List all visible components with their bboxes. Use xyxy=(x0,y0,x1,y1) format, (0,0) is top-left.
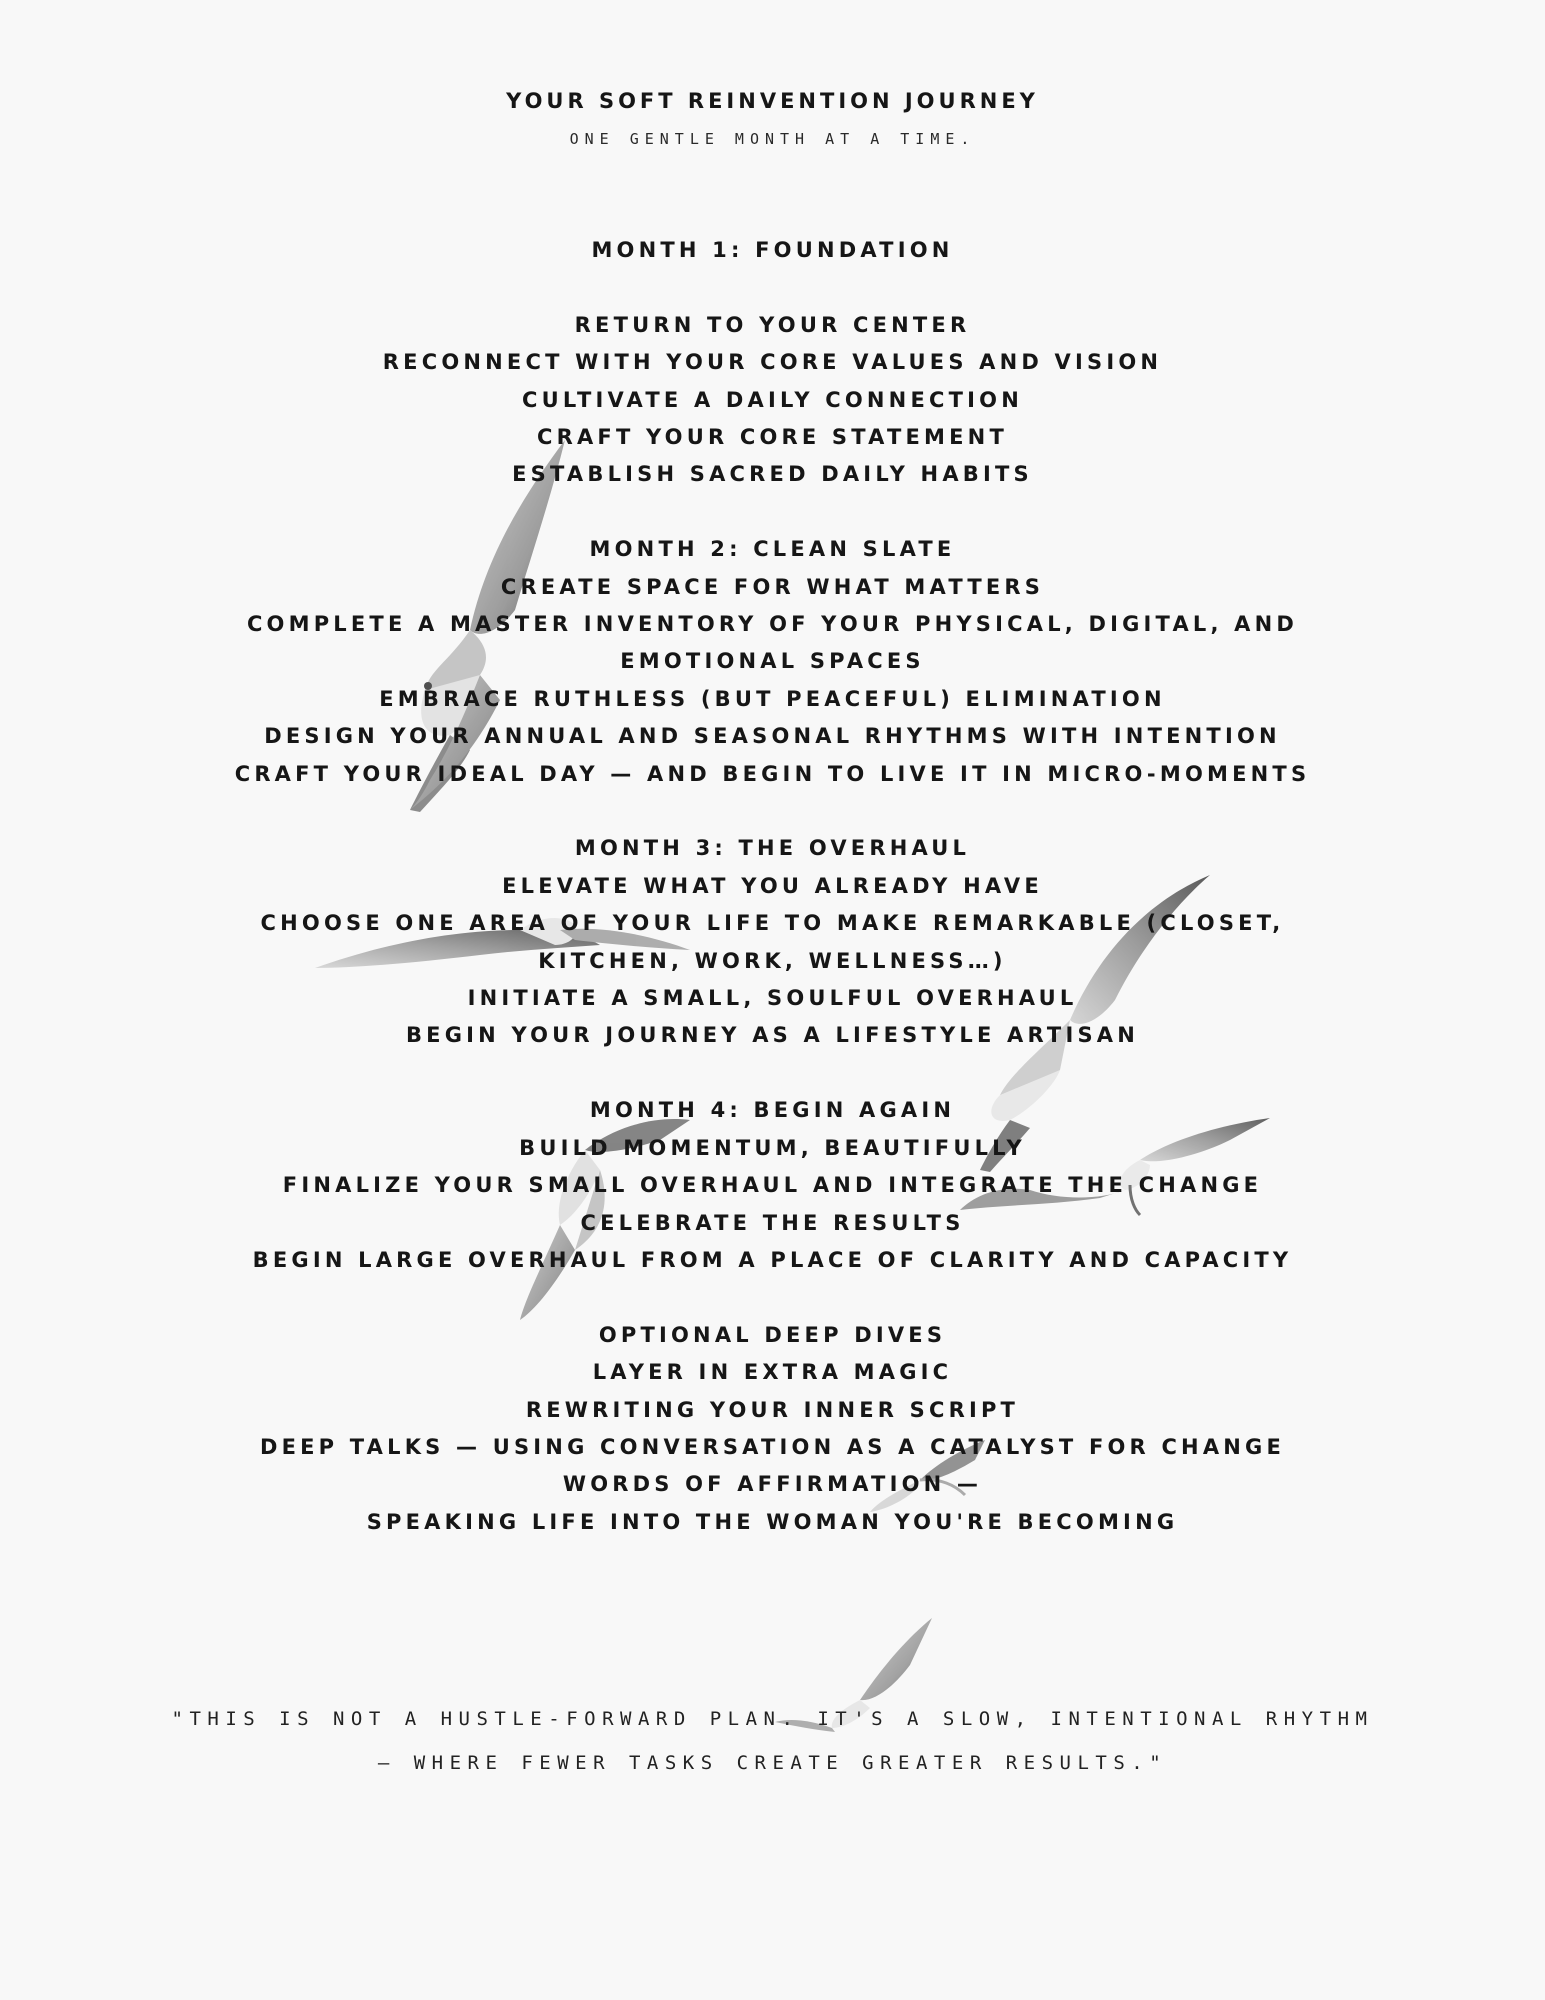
journey-plan xyxy=(0,232,1545,1541)
list-item: CULTIVATE A DAILY CONNECTION xyxy=(522,387,1023,412)
month-4-section xyxy=(0,1092,1545,1279)
month-2-section xyxy=(0,531,1545,793)
list-item: RETURN TO YOUR CENTER xyxy=(574,312,971,337)
optional-deep-dives-section xyxy=(0,1317,1545,1541)
list-item: INITIATE A SMALL, SOULFUL OVERHAUL xyxy=(467,986,1078,1011)
month-1-section xyxy=(0,232,1545,494)
list-item: CRAFT YOUR IDEAL DAY — AND BEGIN TO LIVE IT IN MICRO-MOMENTS xyxy=(234,761,1311,786)
list-item: KITCHEN, WORK, WELLNESS…) xyxy=(538,948,1007,973)
list-item: CELEBRATE THE RESULTS xyxy=(580,1210,965,1235)
list-item: COMPLETE A MASTER INVENTORY OF YOUR PHYSICAL, DIGITAL, AND xyxy=(246,612,1299,637)
list-item: SPEAKING LIFE INTO THE WOMAN YOU'RE BECOMING xyxy=(366,1509,1179,1534)
heading-spacer xyxy=(0,269,1545,306)
page-title: YOUR SOFT REINVENTION JOURNEY xyxy=(506,89,1039,113)
list-item: ELEVATE WHAT YOU ALREADY HAVE xyxy=(502,873,1043,898)
list-item: EMOTIONAL SPACES xyxy=(620,649,925,674)
list-item: CHOOSE ONE AREA OF YOUR LIFE TO MAKE REMARKABLE (CLOSET, xyxy=(260,911,1285,936)
month-3-section xyxy=(0,830,1545,1054)
list-item: WORDS OF AFFIRMATION — xyxy=(562,1472,983,1497)
list-item: BUILD MOMENTUM, BEAUTIFULLY xyxy=(519,1135,1026,1160)
month-3-heading: MONTH 3: THE OVERHAUL xyxy=(574,836,971,861)
list-item: CRAFT YOUR CORE STATEMENT xyxy=(536,425,1008,450)
list-item: BEGIN YOUR JOURNEY AS A LIFESTYLE ARTISAN xyxy=(405,1023,1140,1048)
list-item: DEEP TALKS — USING CONVERSATION AS A CATALYST FOR CHANGE xyxy=(259,1434,1286,1459)
quote-line-1: "THIS IS NOT A HUSTLE-FORWARD PLAN. IT'S A SLOW, INTENTIONAL RHYTHM xyxy=(171,1708,1374,1730)
deep-dives-heading: OPTIONAL DEEP DIVES xyxy=(598,1322,947,1347)
list-item: EMBRACE RUTHLESS (BUT PEACEFUL) ELIMINATION xyxy=(379,686,1166,711)
list-item: CREATE SPACE FOR WHAT MATTERS xyxy=(500,574,1045,599)
month-1-heading: MONTH 1: FOUNDATION xyxy=(591,238,954,262)
list-item: RECONNECT WITH YOUR CORE VALUES AND VISION xyxy=(382,350,1163,375)
month-2-heading: MONTH 2: CLEAN SLATE xyxy=(589,537,956,562)
list-item: FINALIZE YOUR SMALL OVERHAUL AND INTEGRATE THE CHANGE xyxy=(282,1173,1263,1198)
list-item: DESIGN YOUR ANNUAL AND SEASONAL RHYTHMS WITH INTENTION xyxy=(264,724,1281,749)
list-item: REWRITING YOUR INNER SCRIPT xyxy=(525,1397,1020,1422)
list-item: BEGIN LARGE OVERHAUL FROM A PLACE OF CLARITY AND CAPACITY xyxy=(252,1247,1293,1272)
quote-line-2: — WHERE FEWER TASKS CREATE GREATER RESULTS." xyxy=(377,1752,1168,1774)
closing-quote xyxy=(0,1697,1545,1785)
list-item: LAYER IN EXTRA MAGIC xyxy=(592,1360,953,1385)
month-4-heading: MONTH 4: BEGIN AGAIN xyxy=(589,1098,956,1123)
list-item: ESTABLISH SACRED DAILY HABITS xyxy=(512,462,1033,487)
page-subtitle: ONE GENTLE MONTH AT A TIME. xyxy=(569,130,976,148)
